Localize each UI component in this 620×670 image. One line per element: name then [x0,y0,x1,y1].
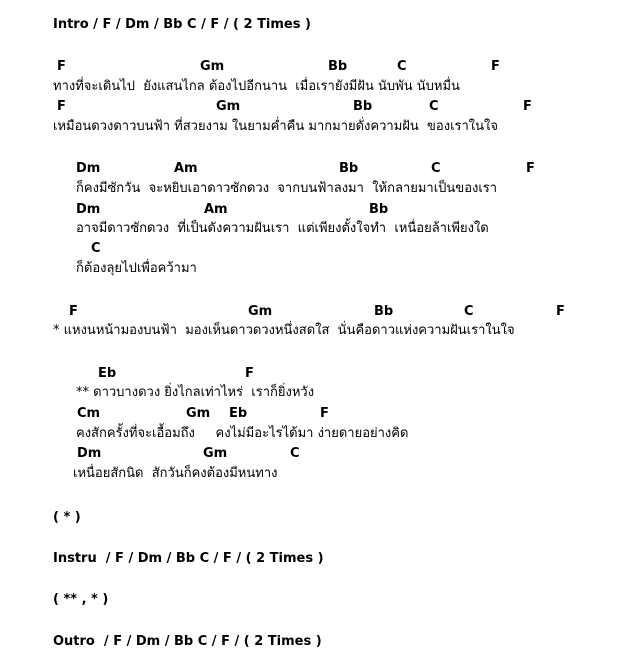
lyric-line: เหนื่อยสักนิด สักวันก็คงต้องมีหนทาง [73,466,278,481]
chord: Gm [203,446,228,461]
outro-line: Outro / F / Dm / Bb C / F / ( 2 Times ) [53,634,322,649]
chord: C [397,59,407,74]
chord: F [556,304,565,319]
chord: F [320,406,329,421]
chord: C [431,161,441,176]
instru-line: Instru / F / Dm / Bb C / F / ( 2 Times ) [53,551,324,566]
intro-line: Intro / F / Dm / Bb C / F / ( 2 Times ) [53,17,311,32]
lyric-line: อาจมีดาวซักดวง ที่เป็นดังความฝันเรา แต่เพียงตั้งใจทำ เหนื่อยล้าเพียงใด [76,221,489,236]
chord: Gm [200,59,225,74]
lyric-line: เหมือนดวงดาวบนฟ้า ที่สวยงาม ในยามค่ำคืน มากมายดั่งความฝัน ของเราในใจ [53,119,499,134]
chord: Am [204,202,228,217]
chord: F [57,59,66,74]
chord: F [69,304,78,319]
chord: F [491,59,500,74]
chord: Eb [229,406,248,421]
lyric-line: * แหงนหน้ามองบนฟ้า มองเห็นดาวดวงหนึ่งสดใส นั่นคือดาวแห่งความฝันเราในใจ [53,323,515,338]
chord: Dm [77,446,102,461]
lyric-line: ก็คงมีซักวัน จะหยิบเอาดาวซักดวง จากบนฟ้าลงมา ให้กลายมาเป็นของเรา [76,181,498,196]
chord: Gm [216,99,241,114]
chord: F [526,161,535,176]
lyric-line: คงสักครั้งที่จะเอื้อมถึง คงไม่มีอะไรได้มา ง่ายดายอย่างคิด [76,426,409,441]
chord: Dm [76,202,101,217]
lyric-line: ** ดาวบางดวง ยิ่งไกลเท่าไหร่ เราก็ยิ่งหวัง [76,385,315,400]
chord: Bb [374,304,394,319]
lyric-line: ทางที่จะเดินไป ยังแสนไกล ต้องไปอีกนาน เมื่อเรายังมีฝัน นับพัน นับหมื่น [53,79,460,94]
chord: Bb [339,161,359,176]
chord: Bb [353,99,373,114]
chord: F [245,366,254,381]
chord: C [290,446,300,461]
chord: C [91,241,101,256]
repeat-marker: ( * ) [53,510,81,525]
chord: Dm [76,161,101,176]
chord: Bb [369,202,389,217]
chord: Cm [77,406,101,421]
chord: Eb [98,366,117,381]
chord: C [429,99,439,114]
chord: C [464,304,474,319]
lyric-line: ก็ต้องลุยไปเพื่อคว้ามา [76,261,197,276]
chord: F [523,99,532,114]
chord: Gm [248,304,273,319]
chord: Am [174,161,198,176]
chord: Gm [186,406,211,421]
chord: Bb [328,59,348,74]
repeat-marker: ( ** , * ) [53,592,109,607]
chord: F [57,99,66,114]
